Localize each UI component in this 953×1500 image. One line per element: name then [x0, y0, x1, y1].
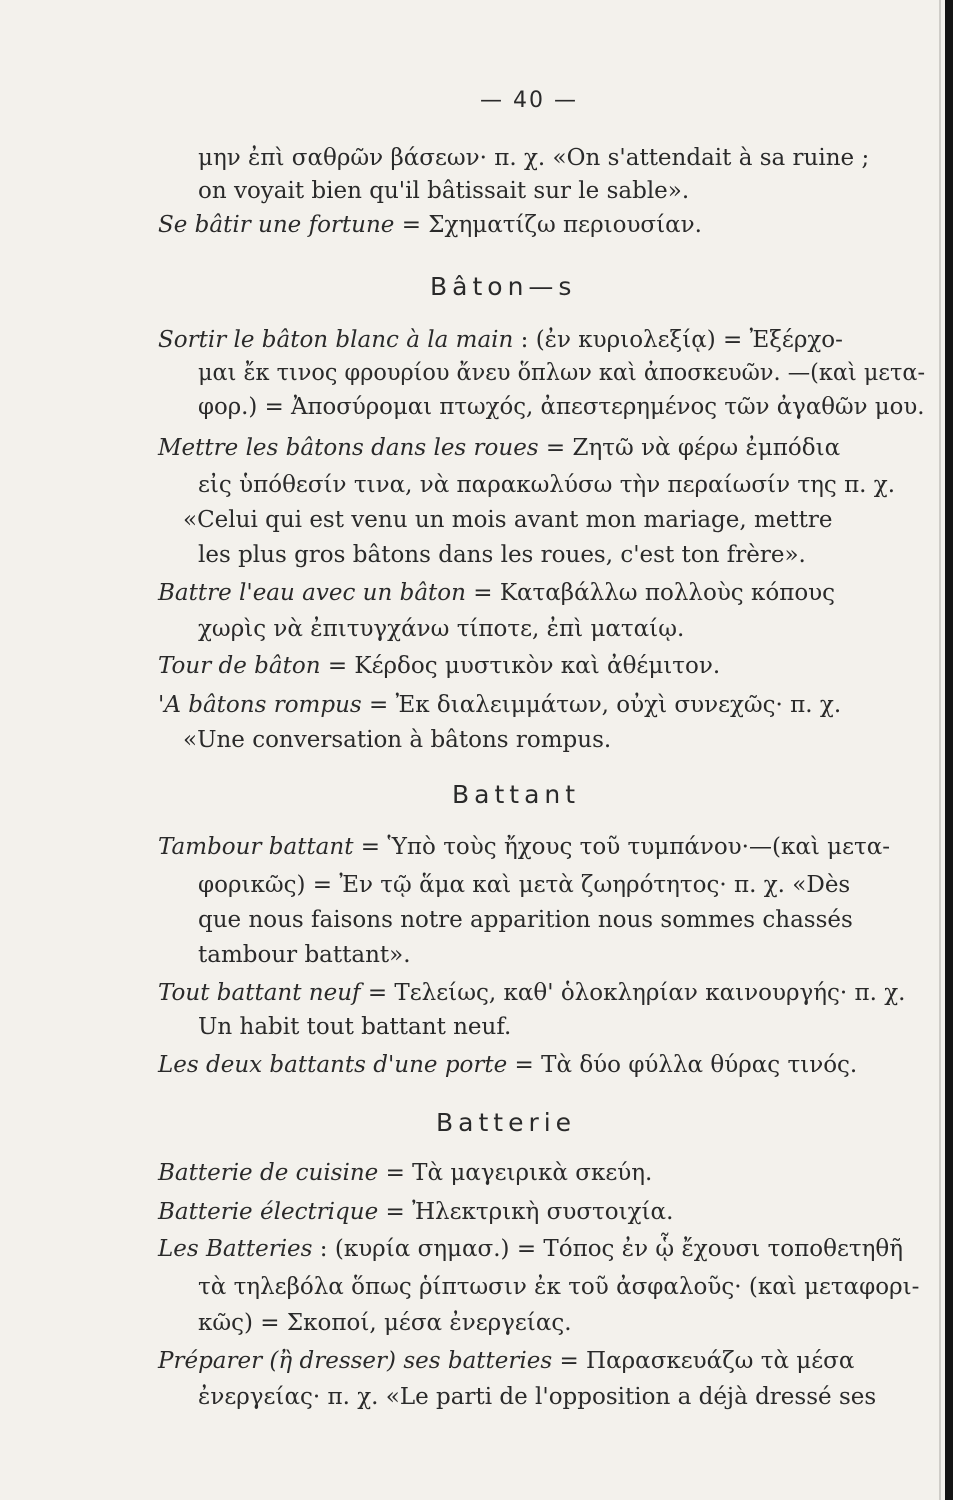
section-heading: Bâton—s [430, 272, 577, 301]
section-heading: Battant [452, 780, 581, 809]
text-line: φορικῶς) = Ἐν τῷ ἅμα καὶ μετὰ ζωηρότητος· π. χ. «Dès [198, 872, 851, 898]
text-line: Tambour battant = Ὑπὸ τοὺς ἤχους τοῦ τυμπάνου·—(καὶ μετα- [158, 834, 891, 860]
text-line: «Une conversation à bâtons rompus. [183, 727, 612, 753]
text-line: Batterie de cuisine = Τὰ μαγειρικὰ σκεύη. [158, 1160, 653, 1186]
text-line: Battre l'eau avec un bâton = Καταβάλλω πολλοὺς κόπους [158, 580, 836, 606]
text-line: Mettre les bâtons dans les roues = Ζητῶ νὰ φέρω ἐμπόδια [158, 435, 841, 461]
text-line: τὰ τηλεβόλα ὅπως ῥίπτωσιν ἐκ τοῦ ἀσφαλοῦς· (καὶ μεταφορι- [198, 1274, 920, 1300]
text-line: κῶς) = Σκοποί, μέσα ἐνεργείας. [198, 1310, 572, 1336]
text-line: Les deux battants d'une porte = Τὰ δύο φύλλα θύρας τινός. [158, 1052, 858, 1078]
page-edge-shadow [945, 0, 953, 1500]
text-line: 'A bâtons rompus = Ἐκ διαλειμμάτων, οὐχὶ συνεχῶς· π. χ. [158, 692, 842, 718]
text-line: ἐνεργείας· π. χ. «Le parti de l'opposition a déjà dressé ses [198, 1384, 877, 1410]
text-line: Préparer (ἢ dresser) ses batteries = Παρασκευάζω τὰ μέσα [158, 1348, 855, 1374]
text-line: «Celui qui est venu un mois avant mon mariage, mettre [183, 507, 833, 533]
text-line: Tout battant neuf = Τελείως, καθ' ὁλοκληρίαν καινουργής· π. χ. [158, 980, 906, 1006]
text-line: Batterie électrique = Ἠλεκτρικὴ συστοιχία. [158, 1199, 674, 1225]
text-line: Se bâtir une fortune = Σχηματίζω περιουσίαν. [158, 212, 702, 238]
text-line: Les Batteries : (κυρία σημασ.) = Τόπος ἐν ᾧ ἔχουσι τοποθετηθῆ [158, 1236, 904, 1262]
text-line: Sortir le bâton blanc à la main : (ἐν κυριολεξίᾳ) = Ἐξέρχο- [158, 327, 843, 353]
text-line: φορ.) = Ἀποσύρομαι πτωχός, ἀπεστερημένος τῶν ἀγαθῶν μου. [198, 394, 925, 420]
text-line: Un habit tout battant neuf. [198, 1014, 512, 1040]
text-line: χωρὶς νὰ ἐπιτυγχάνω τίποτε, ἐπὶ ματαίῳ. [198, 616, 685, 642]
text-line: que nous faisons notre apparition nous sommes chassés [198, 907, 853, 933]
text-line: μαι ἔκ τινος φρουρίου ἄνευ ὅπλων καὶ ἀποσκευῶν. —(καὶ μετα- [198, 360, 926, 386]
text-line: μην ἐπὶ σαθρῶν βάσεων· π. χ. «On s'attendait à sa ruine ; [198, 145, 870, 171]
text-line: on voyait bien qu'il bâtissait sur le sable». [198, 178, 690, 204]
section-heading: Batterie [436, 1108, 577, 1137]
text-line: les plus gros bâtons dans les roues, c'est ton frère». [198, 542, 806, 568]
text-line: Tour de bâton = Κέρδος μυστικὸν καὶ ἀθέμιτον. [158, 653, 721, 679]
text-line: εἰς ὑπόθεσίν τινα, νὰ παρακωλύσω τὴν περαίωσίν της π. χ. [198, 472, 896, 498]
page-number: — 40 — [480, 88, 578, 113]
text-line: tambour battant». [198, 942, 411, 968]
